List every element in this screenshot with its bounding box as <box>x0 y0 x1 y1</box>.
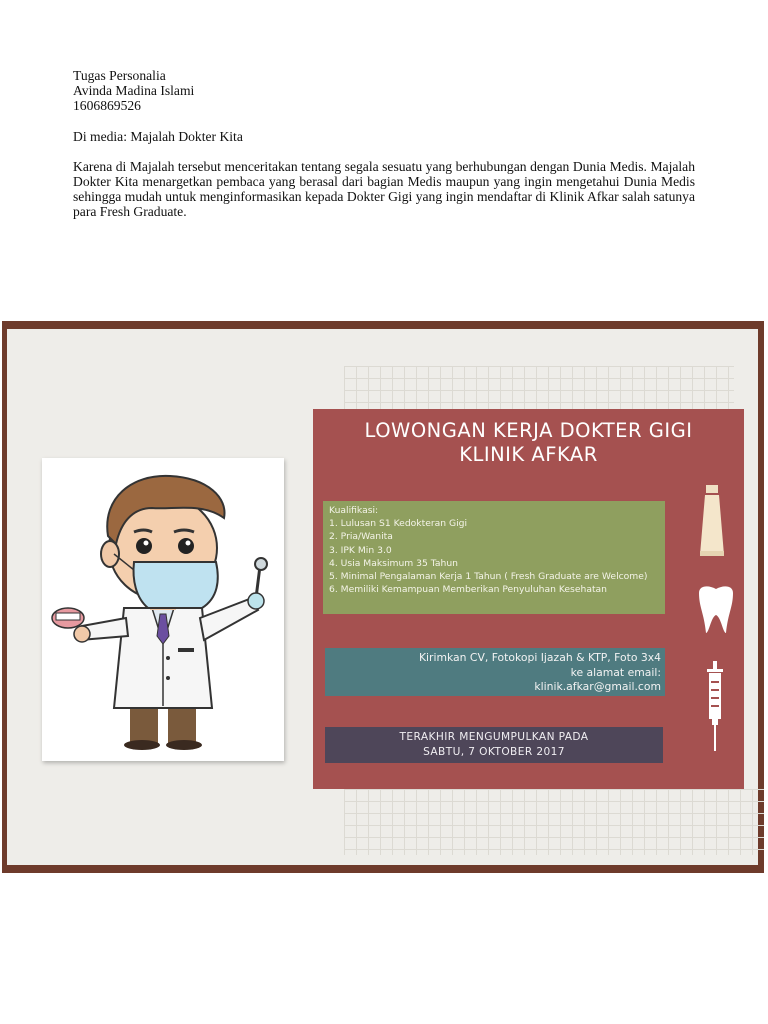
qualification-item: 5. Minimal Pengalaman Kerja 1 Tahun ( Fresh Graduate are Welcome) <box>329 571 648 583</box>
deadline-box <box>325 727 663 763</box>
document-text <box>73 68 695 220</box>
body-paragraph: Karena di Majalah tersebut menceritakan tentang segala sesuatu yang berhubungan dengan Dunia Medis. Majalah Dokter Kita menargetkan pembaca yang berasal dari bagian Medis maupun yang ingin mengetahui Dunia Medis sehingga mudah untuk menginformasikan kepada Dokter Gigi yang ingin mendaftar di Klinik Afkar salah satunya para Fresh Graduate. <box>73 158 695 220</box>
qualifications-list <box>329 517 659 596</box>
vacancy-title-line1: LOWONGAN KERJA DOKTER GIGI <box>364 419 693 442</box>
qualification-item: 1. Lulusan S1 Kedokteran Gigi <box>329 518 468 530</box>
application-documents: Kirimkan CV, Fotokopi Ijazah & KTP, Foto 3x4 <box>418 651 661 664</box>
grid-decoration-bottom <box>344 789 764 855</box>
header-line-name: Avinda Madina Islami <box>73 83 195 99</box>
qualification-item: 3. IPK Min 3.0 <box>329 544 392 556</box>
toothpaste-tube-icon <box>697 485 727 557</box>
grid-decoration-top <box>344 366 734 414</box>
deadline-label: TERAKHIR MENGUMPULKAN PADA <box>399 731 589 743</box>
qualification-item: 2. Pria/Wanita <box>329 531 393 543</box>
deadline-date: SABTU, 7 OKTOBER 2017 <box>423 746 565 758</box>
application-instructions-box <box>325 648 665 696</box>
header-line-course: Tugas Personalia <box>73 68 166 83</box>
qualification-item: 4. Usia Maksimum 35 Tahun <box>329 557 458 569</box>
media-line: Di media: Majalah Dokter Kita <box>73 128 243 144</box>
header-line-student-id: 1606869526 <box>73 98 141 114</box>
job-vacancy-panel <box>313 409 744 789</box>
qualifications-heading: Kualifikasi: <box>329 505 379 516</box>
dentist-icon <box>42 458 284 761</box>
tooth-icon <box>695 585 737 635</box>
dentist-cartoon-illustration <box>42 458 284 761</box>
application-email: klinik.afkar@gmail.com <box>534 680 661 693</box>
syringe-icon <box>704 661 726 751</box>
application-email-label: ke alamat email: <box>570 665 661 679</box>
vacancy-title-line2: KLINIK AFKAR <box>459 443 598 466</box>
vacancy-title <box>313 419 744 467</box>
qualification-item: 6. Memiliki Kemampuan Memberikan Penyuluhan Kesehatan <box>329 584 608 596</box>
qualifications-box <box>323 501 665 614</box>
